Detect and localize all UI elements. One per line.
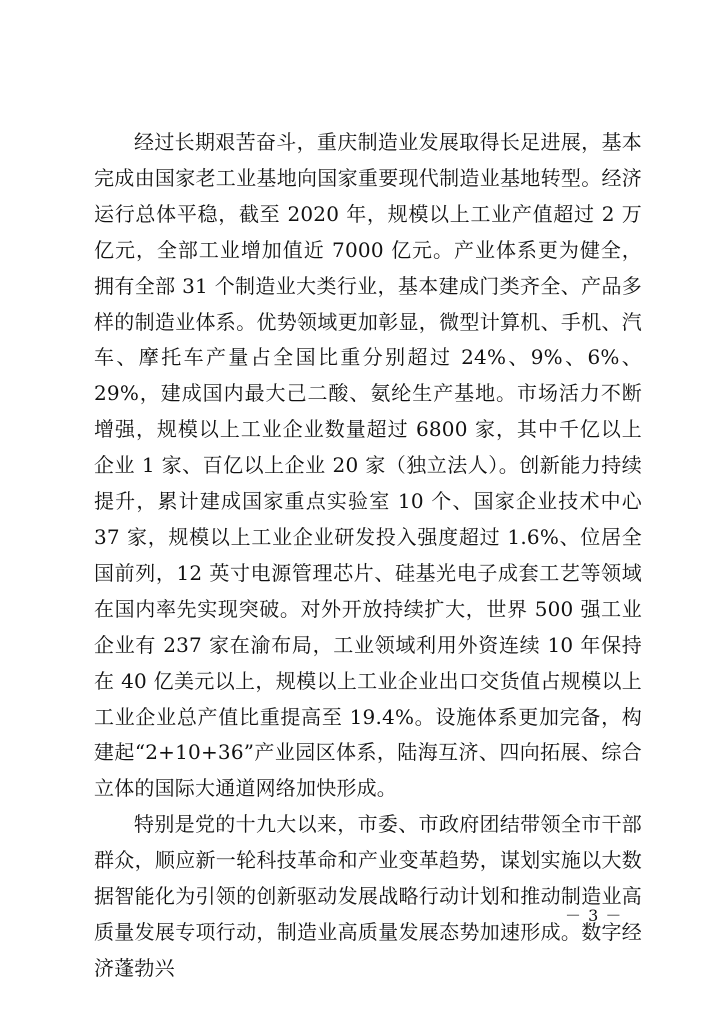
body-text [94, 125, 642, 987]
paragraph-1: 经过长期艰苦奋斗，重庆制造业发展取得长足进展，基本完成由国家老工业基地向国家重要现代制造业基地转型。经济运行总体平稳，截至 2020 年，规模以上工业产值超过 2 万亿元，全部工业增加值近 7000 亿元。产业体系更为健全，拥有全部 31 个制造业大类行业，基本建成门类齐全、产品多样的制造业体系。优势领域更加彰显，微型计算机、手机、汽车、摩托车产量占全国比重分别超过 24%、9%、6%、29%，建成国内最大己二酸、氨纶生产基地。市场活力不断增强，规模以上工业企业数量超过 6800 家，其中千亿以上企业 1 家、百亿以上企业 20 家（独立法人）。创新能力持续提升，累计建成国家重点实验室 10 个、国家企业技术中心 37 家，规模以上工业企业研发投入强度超过 1.6%、位居全国前列，12 英寸电源管理芯片、硅基光电子成套工艺等领域在国内率先实现突破。对外开放持续扩大，世界 500 强工业企业有 237 家在渝布局，工业领域利用外资连续 10 年保持在 40 亿美元以上，规模以上工业企业出口交货值占规模以上工业企业总产值比重提高至 19.4%。设施体系更加完备，构建起“2+10+36”产业园区体系，陆海互济、四向拓展、综合立体的国际大通道网络加快形成。 [94, 130, 642, 801]
page-number: － 3 － [565, 906, 623, 925]
paragraph-2: 特别是党的十九大以来，市委、市政府团结带领全市干部群众，顺应新一轮科技革命和产业变革趋势，谋划实施以大数据智能化为引领的创新驱动发展战略行动计划和推动制造业高质量发展专项行动，制造业高质量发展态势加速形成。数字经济蓬勃兴 [94, 812, 642, 980]
